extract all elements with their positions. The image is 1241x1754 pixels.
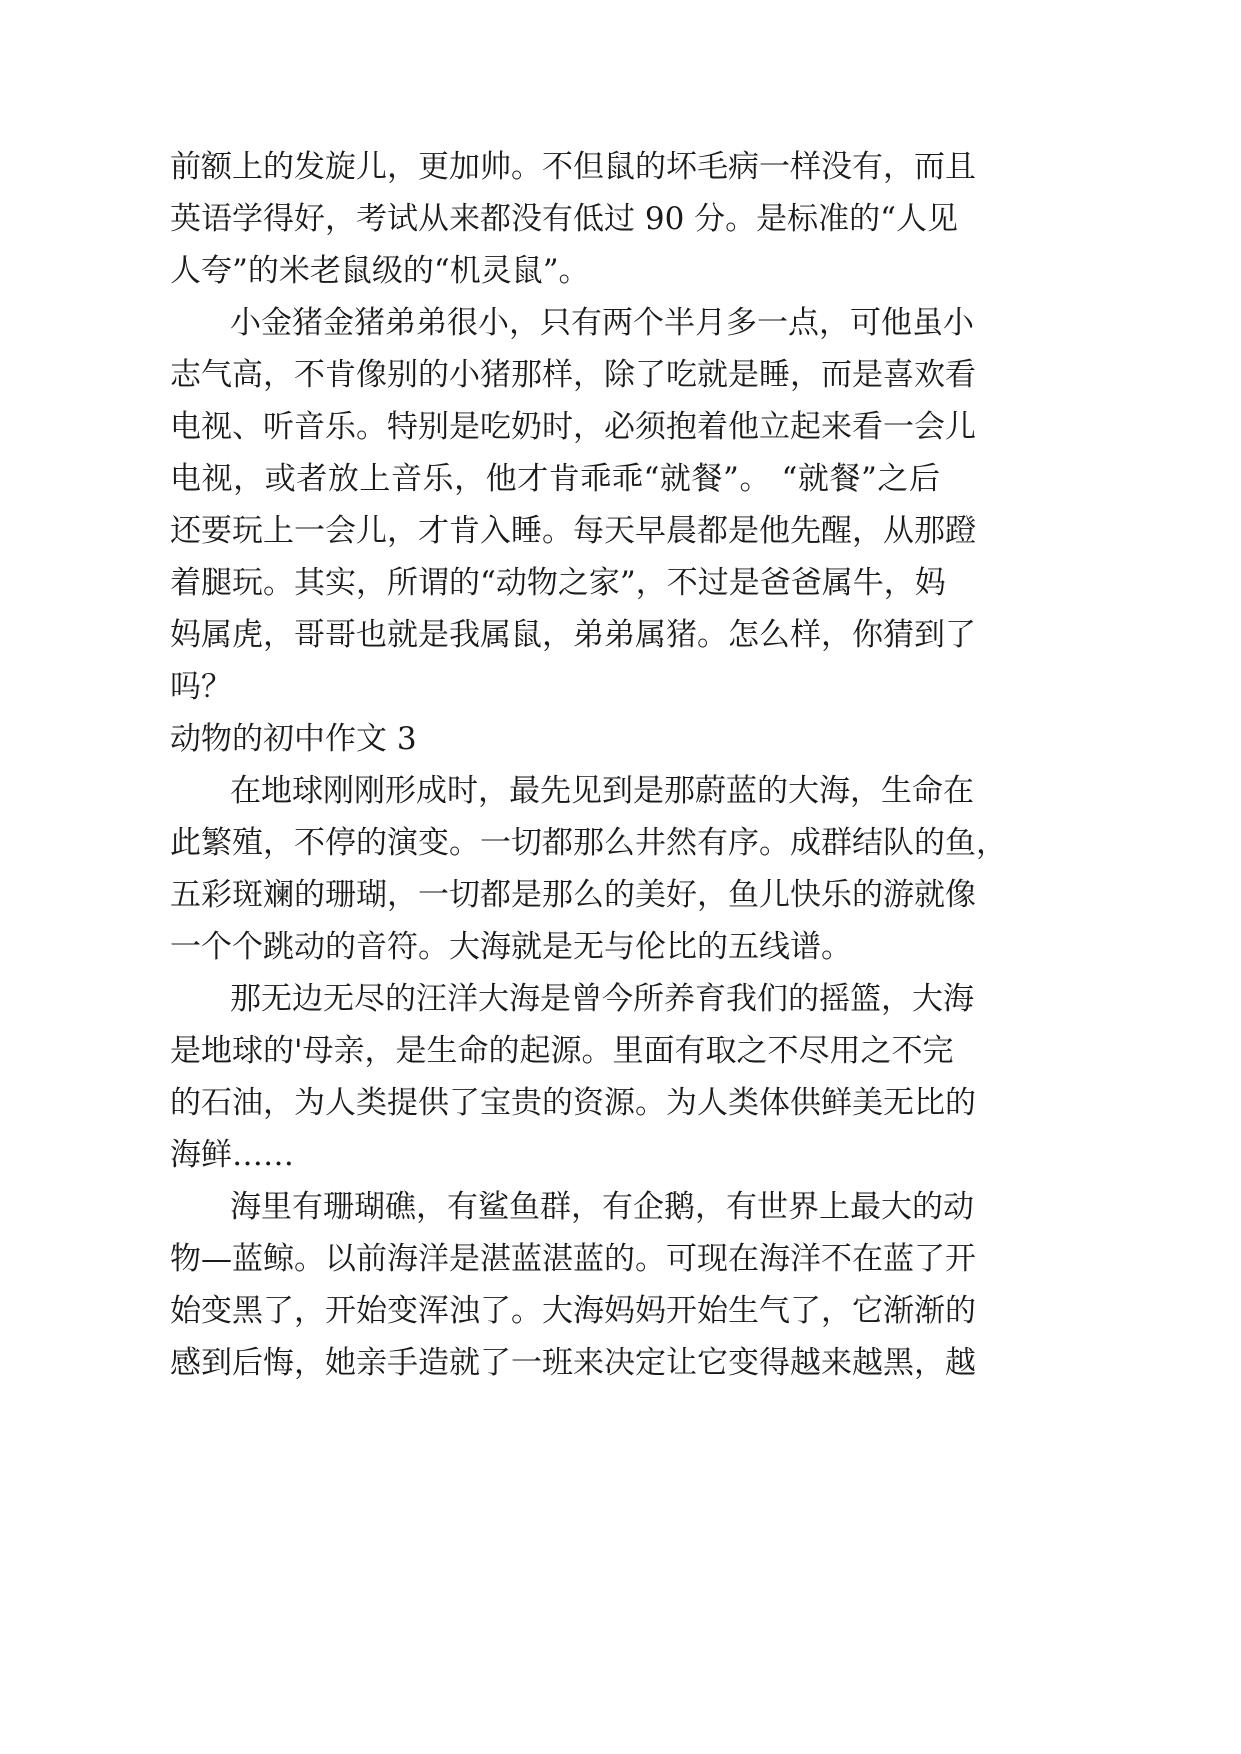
- text-line: 感到后悔，她亲手造就了一班来决定让它变得越来越黑，越: [170, 1345, 976, 1381]
- text-line: 物—蓝鲸。以前海洋是湛蓝湛蓝的。可现在海洋不在蓝了开: [170, 1241, 976, 1277]
- text-line: 着腿玩。其实，所谓的“动物之家”，不过是爸爸属牛，妈: [170, 565, 946, 601]
- paragraph-first-line: 那无边无尽的汪洋大海是曾今所养育我们的摇篮，大海: [230, 981, 974, 1017]
- text-line: 志气高，不肯像别的小猪那样，除了吃就是睡，而是喜欢看: [170, 357, 976, 393]
- text-line: 电视，或者放上音乐，他才肯乖乖“就餐”。 “就餐”之后: [170, 461, 940, 497]
- text-line: 始变黑了，开始变浑浊了。大海妈妈开始生气了，它渐渐的: [170, 1293, 976, 1329]
- text-line: 电视、听音乐。特别是吃奶时，必须抱着他立起来看一会儿: [170, 409, 976, 445]
- text-line: 人夸”的米老鼠级的“机灵鼠”。: [170, 253, 590, 289]
- text-line: 的石油，为人类提供了宝贵的资源。为人类体供鲜美无比的: [170, 1085, 976, 1121]
- text-line: 英语学得好，考试从来都没有低过 90 分。是标准的“人见: [170, 201, 958, 237]
- text-line: 前额上的发旋儿，更加帅。不但鼠的坏毛病一样没有，而且: [170, 149, 976, 185]
- text-line: 是地球的'母亲，是生命的起源。里面有取之不尽用之不完: [170, 1033, 954, 1069]
- text-line: 一个个跳动的音符。大海就是无与伦比的五线谱。: [170, 929, 852, 965]
- text-line: 吗？: [170, 669, 232, 705]
- text-line: 五彩斑斓的珊瑚，一切都是那么的美好，鱼儿快乐的游就像: [170, 877, 976, 913]
- text-line: 海鲜……: [170, 1137, 294, 1173]
- text-line: 妈属虎，哥哥也就是我属鼠，弟弟属猪。怎么样，你猜到了: [170, 617, 976, 653]
- section-heading: 动物的初中作文 3: [170, 721, 417, 757]
- paragraph-first-line: 海里有珊瑚礁，有鲨鱼群，有企鹅，有世界上最大的动: [230, 1189, 974, 1225]
- paragraph-first-line: 在地球刚刚形成时，最先见到是那蔚蓝的大海，生命在: [230, 773, 974, 809]
- text-line: 还要玩上一会儿，才肯入睡。每天早晨都是他先醒，从那蹬: [170, 513, 976, 549]
- paragraph-first-line: 小金猪金猪弟弟很小，只有两个半月多一点，可他虽小: [230, 305, 974, 341]
- text-line: 此繁殖，不停的演变。一切都那么井然有序。成群结队的鱼，: [170, 825, 1007, 861]
